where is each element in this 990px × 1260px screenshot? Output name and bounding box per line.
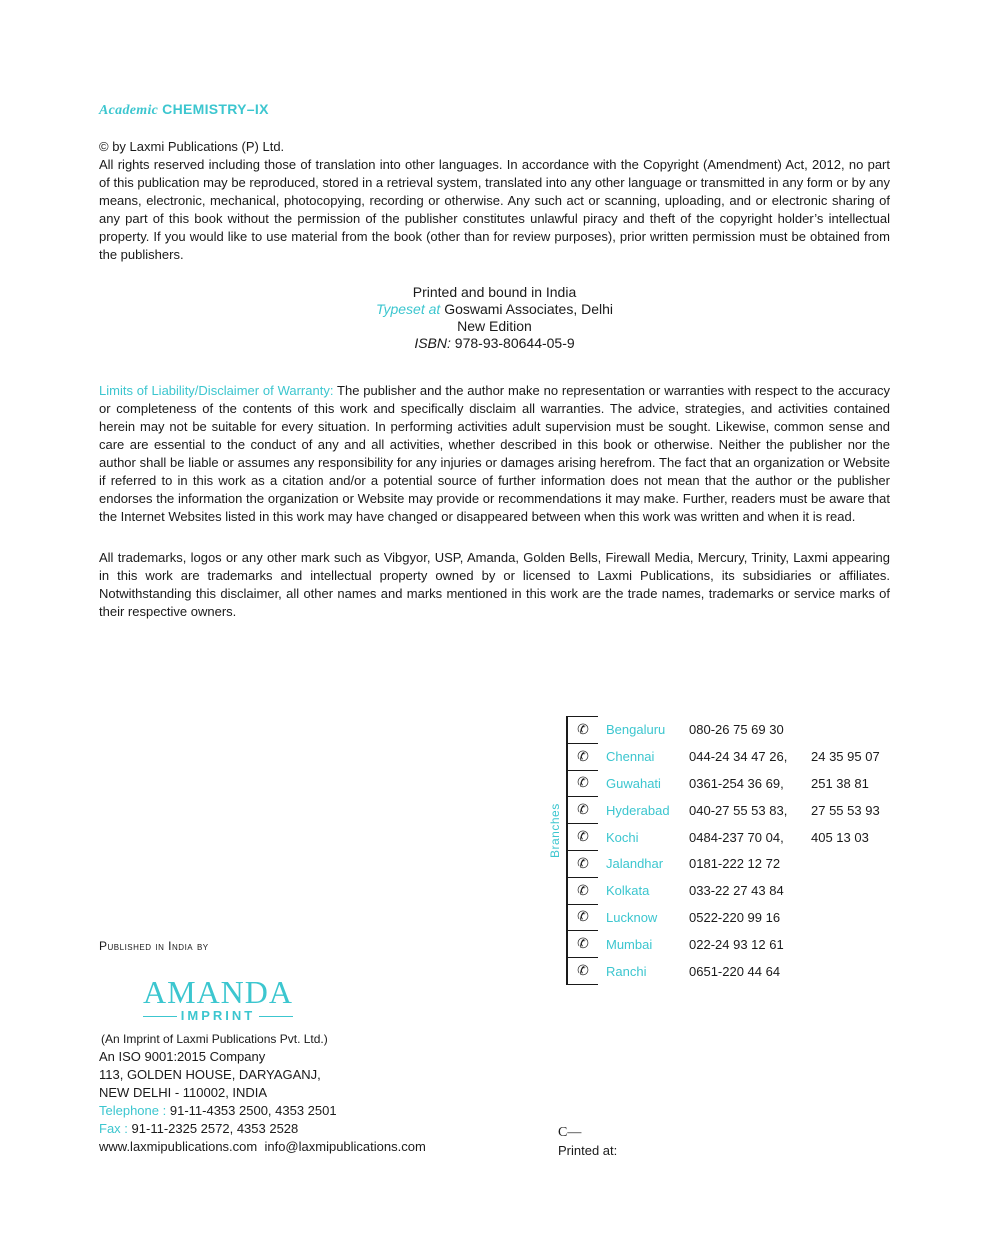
page-header: [99, 101, 269, 119]
logo-sub: IMPRINT: [180, 1008, 256, 1023]
telephone-line: [99, 1102, 426, 1120]
logo-name: AMANDA: [143, 974, 293, 1010]
branch-city: Chennai: [606, 749, 655, 765]
branch-phone-1: 0181-222 12 72: [689, 856, 781, 872]
liability-label: Limits of Liability/Disclaimer of Warranty:: [99, 383, 334, 398]
copyright-body: All rights reserved including those of translation into other languages. In accordance with the Copyright (Amendment) Act, 2012, no part of this publication may be reproduced, stored in a retrieval system, translated into any other language or transmitted in any form or by any means, electronic, mechanical, photocopying, recording or otherwise. Any such act or scanning, uploading, and or electronic sharing of any part of this book without the permission of the publisher constitutes unlawful piracy and theft of the copyright holder’s intellectual property. If you would like to use material from the book (other than for review purposes), prior written permission must be obtained from the publishers.: [99, 157, 890, 262]
branch-city: Kolkata: [606, 883, 650, 899]
branch-phone-2: 251 38 81: [811, 775, 869, 791]
branch-phone-2: [811, 958, 901, 985]
phone-icon: ✆: [567, 743, 598, 770]
publisher-info: [99, 1030, 426, 1156]
fax-value: 91-11-2325 2572, 4353 2528: [131, 1121, 299, 1136]
amanda-imprint-logo: [133, 975, 303, 1023]
branch-city: Lucknow: [606, 909, 658, 925]
branch-phone-1: 022-24 93 12 61: [689, 936, 784, 952]
series-name: Academic: [99, 103, 159, 118]
phone-icon: ✆: [567, 931, 598, 958]
liability-body: The publisher and the author make no representation or warranties with respect to the accuracy or completeness of the contents of this work and specifically disclaim all warranties. The advice, strategies, and activities contained herein may not be suitable for every situation. In performing activities adult supervision must be sought. Likewise, common sense and care are essential to the conduct of any and all activities, whether described in this book or otherwise. Neither the publisher nor the author shall be liable or assumes any responsibility for any injuries or damages arising herefrom. The fact that an organization or Website if referred to in this work as a citation and/or a potential source of further information does not mean that the author or the publisher endorses the information the organization or Website may provide or recommendations it may make. Further, readers must be aware that the Internet Websites listed in this work may have changed or disappeared between when this work was written and when it is read.: [99, 383, 890, 524]
branch-phone-1: 0651-220 44 64: [689, 963, 781, 979]
branch-city: Ranchi: [606, 963, 647, 979]
logo-sub-line: [133, 1009, 303, 1023]
printed-at-label: Printed at:: [558, 1143, 618, 1158]
book-title: CHEMISTRY–IX: [162, 101, 269, 117]
printer-code: C—: [558, 1125, 582, 1140]
branch-row: [567, 717, 901, 744]
branch-phone-1: 080-26 75 69 30: [689, 722, 784, 738]
branch-phone-1: 0361-254 36 69,: [689, 775, 784, 791]
branches-table: [566, 716, 902, 985]
website-link[interactable]: www.laxmipublications.com: [99, 1139, 258, 1154]
address-line-1: 113, GOLDEN HOUSE, DARYAGANJ,: [99, 1067, 321, 1082]
branch-row: [567, 931, 901, 958]
branch-phone-1: 044-24 34 47 26,: [689, 749, 788, 765]
copyright-line: © by Laxmi Publications (P) Ltd.: [99, 139, 285, 154]
branch-city: Guwahati: [606, 775, 661, 791]
phone-icon: ✆: [567, 877, 598, 904]
isbn-line: [99, 335, 890, 352]
telephone-value: 91-11-4353 2500, 4353 2501: [169, 1103, 337, 1118]
liability-section: [99, 382, 890, 526]
copyright-section: [99, 138, 890, 264]
telephone-label: Telephone :: [99, 1103, 167, 1118]
branch-row: [567, 797, 901, 824]
branch-phone-2: 27 55 53 93: [811, 802, 880, 818]
web-line: [99, 1138, 426, 1156]
branch-row: [567, 958, 901, 985]
branch-phone-1: 033-22 27 43 84: [689, 883, 784, 899]
typeset-value: Goswami Associates, Delhi: [444, 301, 614, 317]
phone-icon: ✆: [567, 824, 598, 851]
isbn-label: ISBN:: [414, 335, 451, 351]
phone-icon: ✆: [567, 797, 598, 824]
branch-phone-2: [811, 904, 901, 931]
branch-phone-2: [811, 717, 901, 744]
branch-row: [567, 850, 901, 877]
phone-icon: ✆: [567, 770, 598, 797]
branch-phone-2: [811, 877, 901, 904]
branch-city: Hyderabad: [606, 802, 670, 818]
phone-icon: ✆: [567, 904, 598, 931]
branch-city: Jalandhar: [606, 856, 664, 872]
typeset-line: [99, 301, 890, 318]
iso-line: An ISO 9001:2015 Company: [99, 1049, 266, 1064]
print-info: [99, 284, 890, 352]
branch-row: [567, 743, 901, 770]
branch-phone-1: 0484-237 70 04,: [689, 829, 784, 845]
phone-icon: ✆: [567, 717, 598, 744]
branch-row: [567, 904, 901, 931]
branch-city: Mumbai: [606, 936, 653, 952]
branch-row: [567, 824, 901, 851]
branch-row: [567, 877, 901, 904]
branch-city: Bengaluru: [606, 722, 666, 738]
typeset-label: Typeset at: [375, 301, 441, 317]
branch-phone-2: 405 13 03: [811, 829, 869, 845]
phone-icon: ✆: [567, 850, 598, 877]
email-link[interactable]: info@laxmipublications.com: [264, 1139, 426, 1154]
fax-line: [99, 1120, 426, 1138]
trademarks-body: All trademarks, logos or any other mark such as Vibgyor, USP, Amanda, Golden Bells, Firewall Media, Mercury, Trinity, Laxmi appearing in this work are trademarks and intellectual property owned by or licensed to Laxmi Publications, its subsidiaries or affiliates. Notwithstanding this disclaimer, all other names and marks mentioned in this work are the trade names, trademarks or service marks of their respective owners.: [99, 550, 890, 619]
branch-phone-2: [811, 850, 901, 877]
published-by-label: Published in India by: [99, 939, 209, 953]
branch-phone-1: 040-27 55 53 83,: [689, 802, 788, 818]
branches-label: Branches: [548, 803, 562, 858]
branch-city: Kochi: [606, 829, 639, 845]
imprint-note: (An Imprint of Laxmi Publications Pvt. Ltd.): [101, 1032, 328, 1046]
printed-line: Printed and bound in India: [412, 284, 577, 300]
fax-label: Fax :: [99, 1121, 128, 1136]
branch-phone-1: 0522-220 99 16: [689, 909, 781, 925]
trademarks-section: [99, 549, 890, 621]
address-line-2: NEW DELHI - 110002, INDIA: [99, 1085, 268, 1100]
phone-icon: ✆: [567, 958, 598, 985]
branch-phone-2: 24 35 95 07: [811, 749, 880, 765]
branch-row: [567, 770, 901, 797]
isbn-value: 978-93-80644-05-9: [454, 335, 575, 351]
printer-section: [558, 1124, 617, 1160]
branch-phone-2: [811, 931, 901, 958]
edition-line: New Edition: [457, 318, 532, 334]
